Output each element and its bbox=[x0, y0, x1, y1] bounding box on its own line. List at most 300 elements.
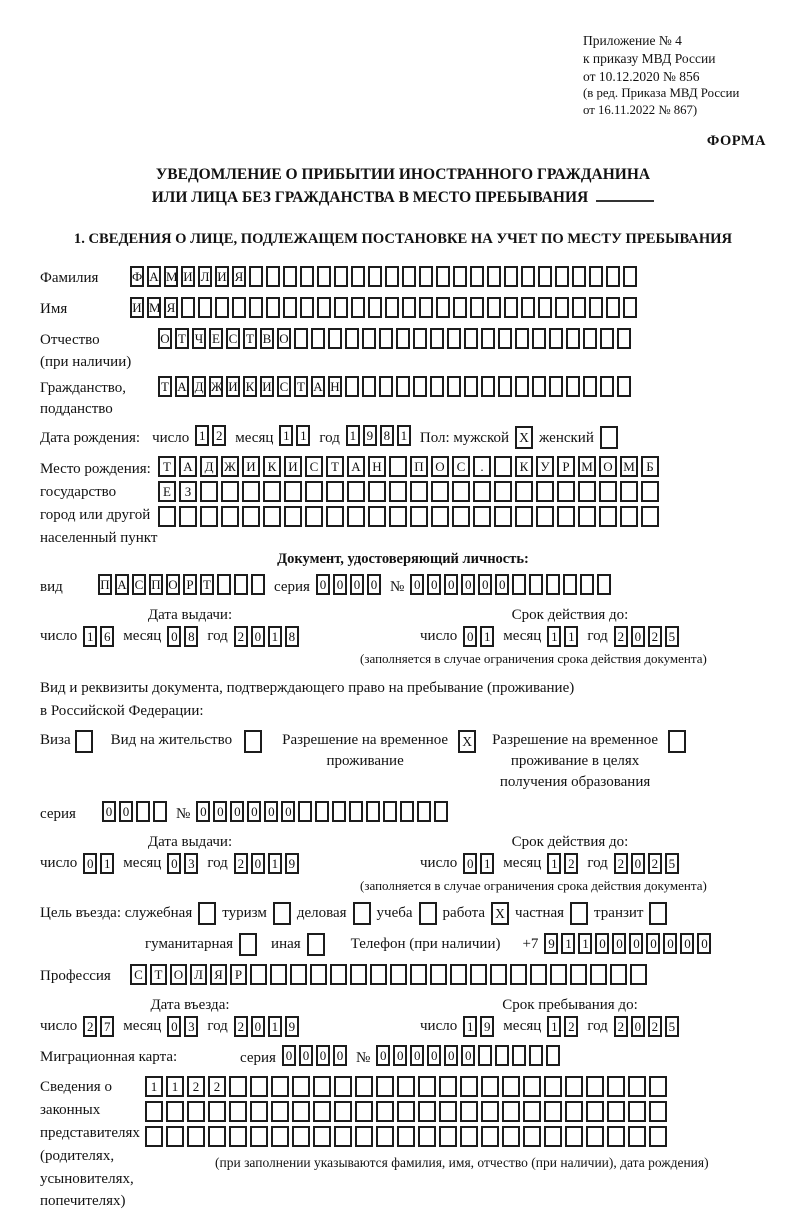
char-cell[interactable]: 1 bbox=[83, 626, 97, 647]
char-cell[interactable]: 0 bbox=[697, 933, 711, 954]
char-cell[interactable] bbox=[430, 328, 444, 349]
doc-number-input[interactable] bbox=[410, 574, 614, 599]
char-cell[interactable] bbox=[417, 801, 431, 822]
char-cell[interactable] bbox=[502, 1126, 520, 1147]
char-cell[interactable]: Ж bbox=[221, 456, 239, 477]
char-cell[interactable] bbox=[570, 964, 587, 985]
char-cell[interactable] bbox=[158, 506, 176, 527]
char-cell[interactable] bbox=[546, 1045, 560, 1066]
char-cell[interactable]: 9 bbox=[480, 1016, 494, 1037]
char-cell[interactable] bbox=[284, 506, 302, 527]
char-cell[interactable] bbox=[229, 1076, 247, 1097]
stay-issue-month-input[interactable] bbox=[167, 853, 201, 878]
char-cell[interactable] bbox=[305, 506, 323, 527]
char-cell[interactable]: И bbox=[260, 376, 274, 397]
char-cell[interactable]: А bbox=[311, 376, 325, 397]
char-cell[interactable] bbox=[350, 964, 367, 985]
representatives-line1[interactable] bbox=[145, 1076, 709, 1101]
char-cell[interactable] bbox=[166, 1126, 184, 1147]
char-cell[interactable] bbox=[362, 328, 376, 349]
char-cell[interactable] bbox=[599, 481, 617, 502]
char-cell[interactable] bbox=[221, 481, 239, 502]
char-cell[interactable] bbox=[389, 506, 407, 527]
char-cell[interactable]: 1 bbox=[166, 1076, 184, 1097]
char-cell[interactable] bbox=[208, 1126, 226, 1147]
char-cell[interactable] bbox=[641, 481, 659, 502]
char-cell[interactable]: 0 bbox=[102, 801, 116, 822]
char-cell[interactable]: 0 bbox=[264, 801, 278, 822]
char-cell[interactable]: 0 bbox=[230, 801, 244, 822]
char-cell[interactable] bbox=[430, 964, 447, 985]
char-cell[interactable] bbox=[538, 266, 552, 287]
char-cell[interactable] bbox=[136, 801, 150, 822]
char-cell[interactable]: Б bbox=[641, 456, 659, 477]
char-cell[interactable] bbox=[430, 376, 444, 397]
char-cell[interactable]: С bbox=[277, 376, 291, 397]
char-cell[interactable]: 0 bbox=[316, 1045, 330, 1066]
char-cell[interactable]: 2 bbox=[614, 626, 628, 647]
char-cell[interactable]: Р bbox=[183, 574, 197, 595]
char-cell[interactable] bbox=[431, 481, 449, 502]
char-cell[interactable]: К bbox=[263, 456, 281, 477]
char-cell[interactable] bbox=[234, 574, 248, 595]
char-cell[interactable]: П bbox=[149, 574, 163, 595]
char-cell[interactable]: 0 bbox=[251, 626, 265, 647]
char-cell[interactable] bbox=[599, 506, 617, 527]
char-cell[interactable] bbox=[546, 574, 560, 595]
char-cell[interactable] bbox=[271, 1076, 289, 1097]
char-cell[interactable] bbox=[439, 1126, 457, 1147]
char-cell[interactable] bbox=[298, 801, 312, 822]
char-cell[interactable]: 0 bbox=[595, 933, 609, 954]
char-cell[interactable]: Д bbox=[200, 456, 218, 477]
char-cell[interactable]: Н bbox=[328, 376, 342, 397]
char-cell[interactable] bbox=[550, 964, 567, 985]
char-cell[interactable]: 1 bbox=[296, 425, 310, 446]
char-cell[interactable]: И bbox=[215, 266, 229, 287]
doc-issue-day-input[interactable] bbox=[83, 626, 117, 651]
char-cell[interactable]: 8 bbox=[184, 626, 198, 647]
char-cell[interactable] bbox=[376, 1126, 394, 1147]
doc-valid-month-input[interactable] bbox=[547, 626, 581, 651]
char-cell[interactable]: 0 bbox=[83, 853, 97, 874]
char-cell[interactable] bbox=[515, 506, 533, 527]
char-cell[interactable] bbox=[242, 481, 260, 502]
char-cell[interactable]: 2 bbox=[208, 1076, 226, 1097]
char-cell[interactable] bbox=[494, 506, 512, 527]
char-cell[interactable] bbox=[263, 481, 281, 502]
char-cell[interactable]: 0 bbox=[478, 574, 492, 595]
char-cell[interactable] bbox=[436, 297, 450, 318]
char-cell[interactable] bbox=[439, 1076, 457, 1097]
char-cell[interactable] bbox=[589, 297, 603, 318]
char-cell[interactable] bbox=[600, 328, 614, 349]
char-cell[interactable] bbox=[606, 297, 620, 318]
char-cell[interactable] bbox=[464, 376, 478, 397]
purpose-tourism-checkbox[interactable] bbox=[273, 902, 291, 925]
char-cell[interactable]: 0 bbox=[410, 1045, 424, 1066]
char-cell[interactable] bbox=[572, 297, 586, 318]
char-cell[interactable] bbox=[532, 376, 546, 397]
char-cell[interactable]: И bbox=[181, 266, 195, 287]
char-cell[interactable] bbox=[290, 964, 307, 985]
char-cell[interactable]: С bbox=[305, 456, 323, 477]
char-cell[interactable]: 5 bbox=[665, 1016, 679, 1037]
char-cell[interactable]: Т bbox=[150, 964, 167, 985]
char-cell[interactable] bbox=[347, 506, 365, 527]
char-cell[interactable] bbox=[310, 964, 327, 985]
char-cell[interactable]: У bbox=[536, 456, 554, 477]
char-cell[interactable] bbox=[368, 297, 382, 318]
char-cell[interactable]: Л bbox=[190, 964, 207, 985]
char-cell[interactable] bbox=[200, 481, 218, 502]
char-cell[interactable] bbox=[597, 574, 611, 595]
char-cell[interactable] bbox=[557, 481, 575, 502]
char-cell[interactable]: 0 bbox=[495, 574, 509, 595]
char-cell[interactable] bbox=[418, 1076, 436, 1097]
char-cell[interactable] bbox=[396, 376, 410, 397]
char-cell[interactable]: М bbox=[164, 266, 178, 287]
birth-place-line2[interactable] bbox=[158, 481, 662, 506]
char-cell[interactable] bbox=[413, 328, 427, 349]
char-cell[interactable] bbox=[529, 1045, 543, 1066]
char-cell[interactable] bbox=[292, 1076, 310, 1097]
char-cell[interactable] bbox=[544, 1076, 562, 1097]
char-cell[interactable] bbox=[470, 297, 484, 318]
char-cell[interactable] bbox=[649, 1076, 667, 1097]
char-cell[interactable] bbox=[250, 964, 267, 985]
char-cell[interactable] bbox=[317, 297, 331, 318]
char-cell[interactable] bbox=[487, 297, 501, 318]
char-cell[interactable] bbox=[376, 1101, 394, 1122]
char-cell[interactable] bbox=[502, 1101, 520, 1122]
char-cell[interactable] bbox=[572, 266, 586, 287]
char-cell[interactable]: 9 bbox=[544, 933, 558, 954]
char-cell[interactable]: О bbox=[170, 964, 187, 985]
char-cell[interactable]: 0 bbox=[281, 801, 295, 822]
char-cell[interactable]: 1 bbox=[463, 1016, 477, 1037]
char-cell[interactable]: 2 bbox=[614, 1016, 628, 1037]
char-cell[interactable] bbox=[242, 506, 260, 527]
birth-month-input[interactable] bbox=[279, 425, 313, 450]
char-cell[interactable]: 1 bbox=[547, 853, 561, 874]
char-cell[interactable] bbox=[490, 964, 507, 985]
char-cell[interactable]: 5 bbox=[665, 626, 679, 647]
char-cell[interactable] bbox=[502, 1076, 520, 1097]
char-cell[interactable] bbox=[583, 376, 597, 397]
char-cell[interactable]: 2 bbox=[187, 1076, 205, 1097]
char-cell[interactable]: А bbox=[147, 266, 161, 287]
char-cell[interactable] bbox=[410, 481, 428, 502]
char-cell[interactable] bbox=[434, 801, 448, 822]
char-cell[interactable]: 0 bbox=[646, 933, 660, 954]
char-cell[interactable] bbox=[532, 328, 546, 349]
char-cell[interactable] bbox=[300, 266, 314, 287]
char-cell[interactable] bbox=[232, 297, 246, 318]
representatives-line3[interactable] bbox=[145, 1126, 709, 1151]
char-cell[interactable] bbox=[521, 297, 535, 318]
char-cell[interactable]: С bbox=[132, 574, 146, 595]
char-cell[interactable] bbox=[385, 297, 399, 318]
char-cell[interactable] bbox=[362, 376, 376, 397]
char-cell[interactable] bbox=[512, 1045, 526, 1066]
purpose-private-checkbox[interactable] bbox=[570, 902, 588, 925]
char-cell[interactable] bbox=[555, 297, 569, 318]
char-cell[interactable] bbox=[607, 1101, 625, 1122]
char-cell[interactable] bbox=[271, 1101, 289, 1122]
char-cell[interactable] bbox=[563, 574, 577, 595]
birth-year-input[interactable] bbox=[346, 425, 414, 450]
char-cell[interactable]: 1 bbox=[145, 1076, 163, 1097]
char-cell[interactable] bbox=[266, 266, 280, 287]
char-cell[interactable]: П bbox=[410, 456, 428, 477]
char-cell[interactable] bbox=[271, 1126, 289, 1147]
char-cell[interactable] bbox=[495, 1045, 509, 1066]
char-cell[interactable] bbox=[494, 456, 512, 477]
migration-number-input[interactable] bbox=[376, 1045, 563, 1070]
char-cell[interactable] bbox=[649, 1126, 667, 1147]
char-cell[interactable]: В bbox=[260, 328, 274, 349]
char-cell[interactable]: 0 bbox=[350, 574, 364, 595]
char-cell[interactable] bbox=[544, 1101, 562, 1122]
char-cell[interactable]: 0 bbox=[196, 801, 210, 822]
char-cell[interactable]: К bbox=[243, 376, 257, 397]
char-cell[interactable] bbox=[145, 1126, 163, 1147]
char-cell[interactable] bbox=[419, 266, 433, 287]
purpose-official-checkbox[interactable] bbox=[198, 902, 216, 925]
char-cell[interactable] bbox=[515, 376, 529, 397]
char-cell[interactable]: 6 bbox=[100, 626, 114, 647]
char-cell[interactable]: 2 bbox=[234, 1016, 248, 1037]
char-cell[interactable] bbox=[251, 574, 265, 595]
char-cell[interactable]: 0 bbox=[119, 801, 133, 822]
char-cell[interactable] bbox=[498, 328, 512, 349]
char-cell[interactable]: 0 bbox=[167, 853, 181, 874]
char-cell[interactable]: И bbox=[242, 456, 260, 477]
char-cell[interactable]: 0 bbox=[663, 933, 677, 954]
stay-until-month-input[interactable] bbox=[547, 1016, 581, 1041]
char-cell[interactable] bbox=[478, 1045, 492, 1066]
char-cell[interactable] bbox=[460, 1101, 478, 1122]
char-cell[interactable] bbox=[557, 506, 575, 527]
char-cell[interactable] bbox=[453, 266, 467, 287]
stay-until-year-input[interactable] bbox=[614, 1016, 682, 1041]
char-cell[interactable]: 0 bbox=[631, 1016, 645, 1037]
char-cell[interactable] bbox=[628, 1076, 646, 1097]
char-cell[interactable]: 0 bbox=[167, 1016, 181, 1037]
char-cell[interactable] bbox=[379, 376, 393, 397]
char-cell[interactable]: 1 bbox=[578, 933, 592, 954]
char-cell[interactable] bbox=[351, 297, 365, 318]
char-cell[interactable] bbox=[292, 1101, 310, 1122]
char-cell[interactable] bbox=[250, 1076, 268, 1097]
char-cell[interactable]: 1 bbox=[195, 425, 209, 446]
char-cell[interactable]: С bbox=[452, 456, 470, 477]
char-cell[interactable] bbox=[600, 376, 614, 397]
char-cell[interactable]: 7 bbox=[100, 1016, 114, 1037]
char-cell[interactable]: И bbox=[284, 456, 302, 477]
char-cell[interactable]: 1 bbox=[564, 626, 578, 647]
char-cell[interactable] bbox=[249, 297, 263, 318]
char-cell[interactable]: 2 bbox=[648, 626, 662, 647]
char-cell[interactable]: 0 bbox=[427, 1045, 441, 1066]
char-cell[interactable]: 0 bbox=[167, 626, 181, 647]
char-cell[interactable] bbox=[292, 1126, 310, 1147]
char-cell[interactable] bbox=[606, 266, 620, 287]
char-cell[interactable]: З bbox=[179, 481, 197, 502]
char-cell[interactable] bbox=[460, 1126, 478, 1147]
char-cell[interactable] bbox=[630, 964, 647, 985]
purpose-work-checkbox[interactable]: X bbox=[491, 902, 509, 925]
char-cell[interactable]: 2 bbox=[648, 1016, 662, 1037]
char-cell[interactable]: 1 bbox=[346, 425, 360, 446]
char-cell[interactable]: 0 bbox=[247, 801, 261, 822]
char-cell[interactable]: 0 bbox=[316, 574, 330, 595]
char-cell[interactable] bbox=[294, 328, 308, 349]
char-cell[interactable] bbox=[317, 266, 331, 287]
char-cell[interactable] bbox=[334, 1101, 352, 1122]
stay-valid-day-input[interactable] bbox=[463, 853, 497, 878]
char-cell[interactable]: 1 bbox=[547, 626, 561, 647]
char-cell[interactable] bbox=[628, 1126, 646, 1147]
char-cell[interactable] bbox=[452, 506, 470, 527]
char-cell[interactable]: 2 bbox=[234, 853, 248, 874]
char-cell[interactable] bbox=[311, 328, 325, 349]
patronymic-input[interactable] bbox=[158, 328, 634, 353]
char-cell[interactable]: Т bbox=[294, 376, 308, 397]
entry-year-input[interactable] bbox=[234, 1016, 302, 1041]
char-cell[interactable] bbox=[390, 964, 407, 985]
char-cell[interactable]: П bbox=[98, 574, 112, 595]
entry-month-input[interactable] bbox=[167, 1016, 201, 1041]
char-cell[interactable]: Я bbox=[210, 964, 227, 985]
char-cell[interactable]: Ч bbox=[192, 328, 206, 349]
char-cell[interactable]: Е bbox=[158, 481, 176, 502]
char-cell[interactable] bbox=[515, 328, 529, 349]
char-cell[interactable] bbox=[250, 1126, 268, 1147]
char-cell[interactable] bbox=[385, 266, 399, 287]
char-cell[interactable] bbox=[641, 506, 659, 527]
stay-until-day-input[interactable] bbox=[463, 1016, 497, 1041]
char-cell[interactable] bbox=[263, 506, 281, 527]
visa-checkbox[interactable] bbox=[75, 730, 93, 753]
char-cell[interactable] bbox=[530, 964, 547, 985]
char-cell[interactable] bbox=[470, 964, 487, 985]
char-cell[interactable]: С bbox=[226, 328, 240, 349]
char-cell[interactable]: 8 bbox=[285, 626, 299, 647]
char-cell[interactable] bbox=[578, 481, 596, 502]
char-cell[interactable] bbox=[418, 1126, 436, 1147]
char-cell[interactable] bbox=[334, 297, 348, 318]
char-cell[interactable] bbox=[450, 964, 467, 985]
char-cell[interactable] bbox=[313, 1076, 331, 1097]
char-cell[interactable] bbox=[431, 506, 449, 527]
char-cell[interactable]: 1 bbox=[268, 853, 282, 874]
char-cell[interactable] bbox=[549, 328, 563, 349]
char-cell[interactable] bbox=[413, 376, 427, 397]
char-cell[interactable] bbox=[447, 376, 461, 397]
char-cell[interactable]: М bbox=[620, 456, 638, 477]
char-cell[interactable] bbox=[217, 574, 231, 595]
char-cell[interactable] bbox=[623, 297, 637, 318]
char-cell[interactable]: А bbox=[347, 456, 365, 477]
char-cell[interactable] bbox=[166, 1101, 184, 1122]
char-cell[interactable] bbox=[326, 506, 344, 527]
char-cell[interactable] bbox=[181, 297, 195, 318]
char-cell[interactable]: Р bbox=[557, 456, 575, 477]
char-cell[interactable] bbox=[504, 266, 518, 287]
char-cell[interactable]: Р bbox=[230, 964, 247, 985]
char-cell[interactable] bbox=[368, 506, 386, 527]
char-cell[interactable] bbox=[419, 297, 433, 318]
char-cell[interactable] bbox=[447, 328, 461, 349]
char-cell[interactable] bbox=[397, 1126, 415, 1147]
char-cell[interactable]: 2 bbox=[614, 853, 628, 874]
stay-series-input[interactable] bbox=[102, 801, 170, 826]
stay-valid-month-input[interactable] bbox=[547, 853, 581, 878]
char-cell[interactable]: О bbox=[599, 456, 617, 477]
char-cell[interactable] bbox=[305, 481, 323, 502]
char-cell[interactable] bbox=[376, 1076, 394, 1097]
char-cell[interactable] bbox=[649, 1101, 667, 1122]
char-cell[interactable] bbox=[330, 964, 347, 985]
char-cell[interactable]: 1 bbox=[561, 933, 575, 954]
char-cell[interactable] bbox=[300, 297, 314, 318]
char-cell[interactable] bbox=[523, 1076, 541, 1097]
char-cell[interactable]: К bbox=[515, 456, 533, 477]
char-cell[interactable] bbox=[512, 574, 526, 595]
char-cell[interactable]: 9 bbox=[285, 853, 299, 874]
citizenship-input[interactable] bbox=[158, 376, 634, 401]
char-cell[interactable]: 0 bbox=[463, 853, 477, 874]
char-cell[interactable]: 5 bbox=[665, 853, 679, 874]
char-cell[interactable] bbox=[383, 801, 397, 822]
char-cell[interactable] bbox=[473, 481, 491, 502]
char-cell[interactable] bbox=[544, 1126, 562, 1147]
char-cell[interactable] bbox=[345, 328, 359, 349]
phone-input[interactable] bbox=[544, 933, 714, 958]
char-cell[interactable]: 1 bbox=[100, 853, 114, 874]
char-cell[interactable] bbox=[529, 574, 543, 595]
char-cell[interactable] bbox=[153, 801, 167, 822]
char-cell[interactable]: Л bbox=[198, 266, 212, 287]
char-cell[interactable] bbox=[145, 1101, 163, 1122]
char-cell[interactable] bbox=[481, 1126, 499, 1147]
char-cell[interactable] bbox=[586, 1101, 604, 1122]
purpose-business-checkbox[interactable] bbox=[353, 902, 371, 925]
char-cell[interactable] bbox=[452, 481, 470, 502]
char-cell[interactable] bbox=[549, 376, 563, 397]
char-cell[interactable] bbox=[521, 266, 535, 287]
char-cell[interactable] bbox=[397, 1076, 415, 1097]
sex-male-checkbox[interactable]: X bbox=[515, 426, 533, 449]
char-cell[interactable]: 2 bbox=[564, 1016, 578, 1037]
char-cell[interactable] bbox=[628, 1101, 646, 1122]
char-cell[interactable] bbox=[187, 1126, 205, 1147]
char-cell[interactable] bbox=[566, 376, 580, 397]
char-cell[interactable]: 0 bbox=[427, 574, 441, 595]
char-cell[interactable]: Т bbox=[158, 456, 176, 477]
char-cell[interactable] bbox=[536, 481, 554, 502]
char-cell[interactable] bbox=[586, 1126, 604, 1147]
char-cell[interactable] bbox=[439, 1101, 457, 1122]
char-cell[interactable]: О bbox=[431, 456, 449, 477]
char-cell[interactable] bbox=[510, 964, 527, 985]
char-cell[interactable]: Т bbox=[158, 376, 172, 397]
doc-issue-year-input[interactable] bbox=[234, 626, 302, 651]
char-cell[interactable]: М bbox=[147, 297, 161, 318]
char-cell[interactable]: 8 bbox=[380, 425, 394, 446]
